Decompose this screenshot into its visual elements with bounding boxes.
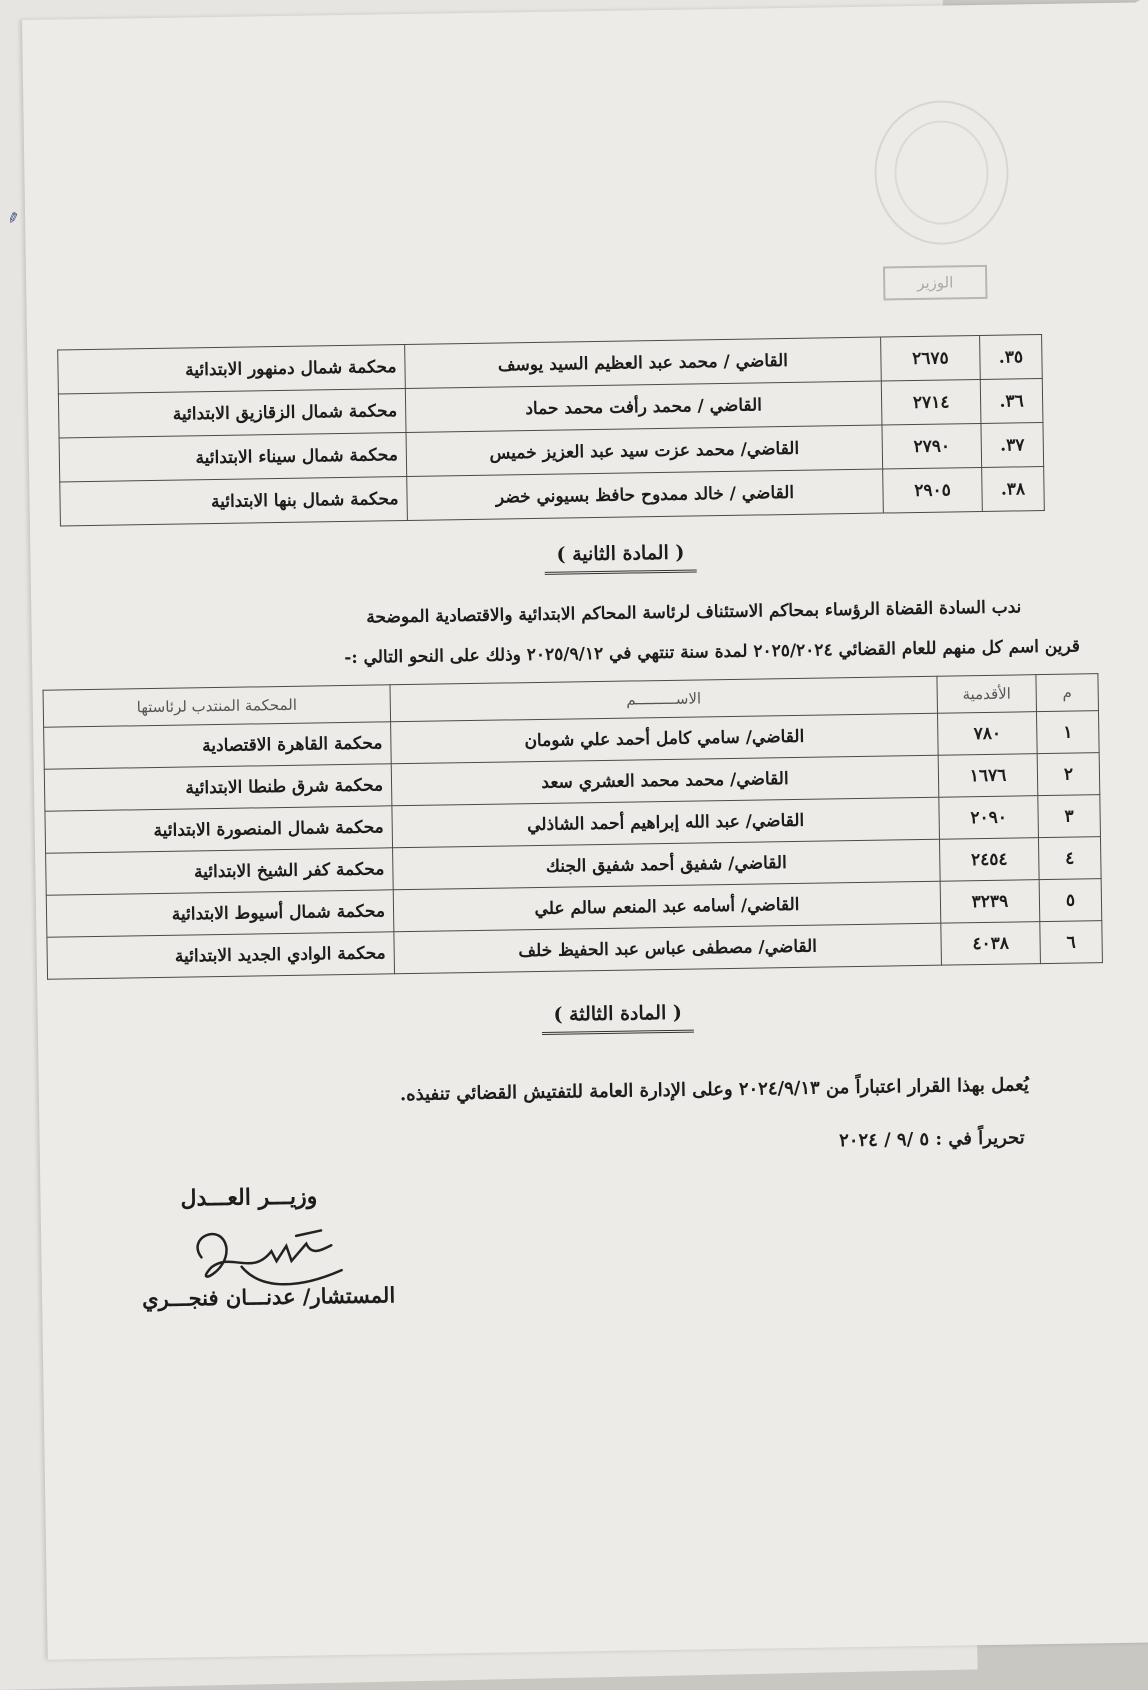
header-name: الاســـــــــم bbox=[390, 676, 938, 722]
article-three-heading: ( المادة الثالثة ) bbox=[408, 999, 828, 1037]
cell-seniority: ٧٨٠ bbox=[938, 712, 1038, 756]
cell-num: ٣٥. bbox=[980, 335, 1043, 380]
cell-num: ٣ bbox=[1038, 795, 1101, 838]
cell-seniority: ٢٠٩٠ bbox=[939, 796, 1039, 840]
cell-name: القاضي/ أسامه عبد المنعم سالم علي bbox=[393, 881, 941, 932]
cell-name: القاضي/ محمد عزت سيد عبد العزيز خميس bbox=[406, 425, 883, 476]
cell-seniority: ١٦٧٦ bbox=[938, 754, 1038, 798]
cell-court: محكمة شمال المنصورة الابتدائية bbox=[45, 806, 393, 853]
cell-seniority: ٢٦٧٥ bbox=[881, 335, 981, 381]
article-three-text: يُعمل بهذا القرار اعتباراً من ٢٠٢٤/٩/١٣ وعلى الإدارة العامة للتفتيش القضائي تنفيذه. bbox=[399, 1074, 1030, 1106]
cell-name: القاضي / محمد رأفت محمد حماد bbox=[405, 381, 882, 432]
cell-num: ٢ bbox=[1037, 753, 1100, 796]
minister-title: وزيـــر العـــدل bbox=[180, 1183, 318, 1212]
continuation-table bbox=[57, 334, 1045, 526]
cell-num: ٥ bbox=[1039, 879, 1102, 922]
cell-name: القاضي/ محمد محمد العشري سعد bbox=[391, 755, 939, 806]
cell-name: القاضي/ عبد الله إبراهيم أحمد الشاذلي bbox=[392, 797, 940, 848]
cell-seniority: ٢٤٥٤ bbox=[939, 838, 1039, 882]
cell-seniority: ٤٠٣٨ bbox=[941, 922, 1041, 966]
cell-court: محكمة القاهرة الاقتصادية bbox=[44, 722, 392, 769]
margin-handwriting: ✎ bbox=[2, 209, 22, 227]
article-two-heading: ( المادة الثانية ) bbox=[410, 539, 830, 577]
document-page bbox=[22, 2, 1148, 1660]
cell-court: محكمة شمال بنها الابتدائية bbox=[60, 477, 408, 526]
cell-court: محكمة شرق طنطا الابتدائية bbox=[44, 764, 392, 811]
cell-seniority: ٢٧٩٠ bbox=[882, 423, 982, 469]
assignment-table bbox=[43, 673, 1103, 980]
ministry-seal bbox=[873, 100, 1009, 246]
cell-court: محكمة شمال سيناء الابتدائية bbox=[59, 433, 407, 482]
cell-seniority: ٣٢٣٩ bbox=[940, 880, 1040, 924]
cell-num: ٣٨. bbox=[982, 467, 1045, 512]
cell-name: القاضي / خالد ممدوح حافظ بسيوني خضر bbox=[407, 469, 884, 520]
cell-num: ١ bbox=[1036, 711, 1099, 754]
minister-name: المستشار/ عدنـــان فنجـــري bbox=[141, 1282, 396, 1312]
cell-court: محكمة شمال دمنهور الابتدائية bbox=[58, 345, 406, 394]
header-court: المحكمة المنتدب لرئاستها bbox=[43, 685, 391, 727]
header-seniority: الأقدمية bbox=[937, 675, 1037, 714]
issue-date: تحريراً في : ٥ /٩ / ٢٠٢٤ bbox=[839, 1127, 1025, 1152]
cell-name: القاضي/ شفيق أحمد شفيق الجنك bbox=[393, 839, 941, 890]
cell-name: القاضي / محمد عبد العظيم السيد يوسف bbox=[405, 337, 882, 388]
cell-seniority: ٢٧١٤ bbox=[881, 379, 981, 425]
cell-court: محكمة شمال أسيوط الابتدائية bbox=[46, 890, 394, 937]
cell-name: القاضي/ مصطفى عباس عبد الحفيظ خلف bbox=[394, 923, 942, 974]
cell-court: محكمة شمال الزقازيق الابتدائية bbox=[58, 389, 406, 438]
header-num: م bbox=[1036, 674, 1099, 712]
cell-court: محكمة كفر الشيخ الابتدائية bbox=[46, 848, 394, 895]
cell-num: ٣٦. bbox=[980, 379, 1043, 424]
cell-seniority: ٢٩٠٥ bbox=[883, 467, 983, 513]
cell-num: ٦ bbox=[1040, 921, 1103, 964]
cell-court: محكمة الوادي الجديد الابتدائية bbox=[47, 932, 395, 979]
article-two-line-1: ندب السادة القضاة الرؤساء بمحاكم الاستئناف لرئاسة المحاكم الابتدائية والاقتصادية الموضحة bbox=[366, 597, 1022, 628]
minister-stamp: الوزير bbox=[883, 265, 988, 301]
cell-num: ٤ bbox=[1038, 837, 1101, 880]
cell-name: القاضي/ سامي كامل أحمد علي شومان bbox=[391, 713, 939, 764]
cell-num: ٣٧. bbox=[981, 423, 1044, 468]
article-two-line-2: قرين اسم كل منهم للعام القضائي ٢٠٢٥/٢٠٢٤ لمدة سنة تنتهي في ٢٠٢٥/٩/١٢ وذلك على النحو التالي :- bbox=[344, 636, 1081, 669]
